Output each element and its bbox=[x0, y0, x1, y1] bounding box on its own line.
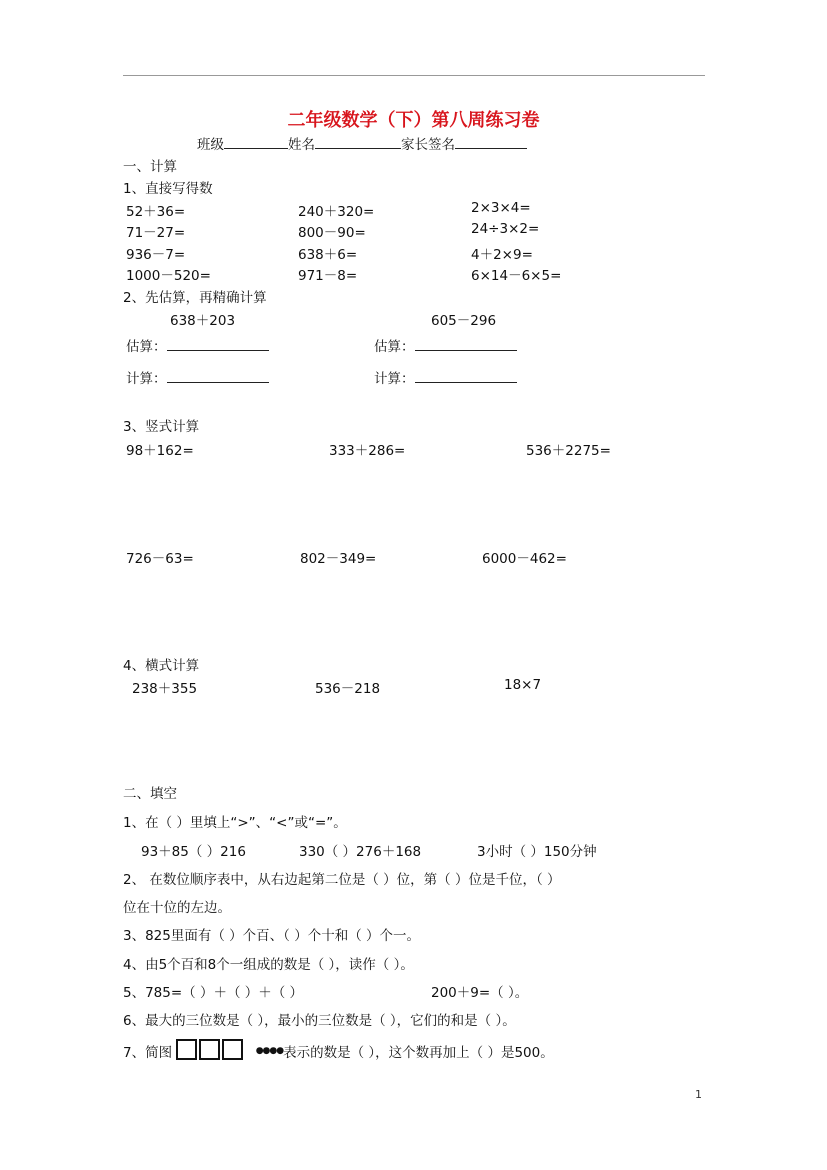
estimate-row-2 bbox=[374, 335, 517, 355]
fill-q5a: 5、785=（ ）＋（ ）＋（ ） bbox=[123, 985, 304, 1001]
q1-col3-item: 24÷3×2= bbox=[471, 221, 540, 237]
fill-q1: 1、在（ ）里填上“>”、“<”或“=”。 bbox=[123, 815, 347, 831]
place-value-box-hundreds bbox=[176, 1039, 197, 1060]
calc-row-1 bbox=[126, 367, 269, 387]
fill-q1-item: 330（ ）276＋168 bbox=[299, 844, 422, 860]
estimate-label: 估算： bbox=[374, 339, 415, 355]
calc-blank[interactable] bbox=[167, 368, 269, 383]
q1-col3-item: 2×3×4= bbox=[471, 200, 531, 216]
fill-q4: 4、由5个百和8个一组成的数是（ ），读作（ ）。 bbox=[123, 957, 414, 973]
fill-q2-line1: 2、 在数位顺序表中，从右边起第二位是（ ）位，第（ ）位是千位，（ ） bbox=[123, 872, 561, 888]
q1-col3-item: 6×14－6×5= bbox=[471, 268, 562, 284]
q3-item: 726－63= bbox=[126, 551, 194, 567]
estimate-blank[interactable] bbox=[167, 336, 269, 351]
page-number: 1 bbox=[695, 1088, 702, 1101]
fill-q7 bbox=[123, 1039, 554, 1061]
q4-item: 238＋355 bbox=[132, 681, 198, 697]
calc-blank[interactable] bbox=[415, 368, 517, 383]
q1-col1-item: 52＋36= bbox=[126, 204, 186, 220]
q3-item: 333＋286= bbox=[329, 443, 406, 459]
estimate-row-1 bbox=[126, 335, 269, 355]
parent-sign-label: 家长签名 bbox=[401, 137, 455, 153]
bead-dots: ●●●● bbox=[255, 1046, 284, 1056]
class-blank[interactable] bbox=[224, 134, 288, 149]
place-value-box-tens bbox=[199, 1039, 220, 1060]
name-label: 姓名 bbox=[288, 137, 315, 153]
q1-col2-item: 638＋6= bbox=[298, 247, 358, 263]
q1-col2-item: 240＋320= bbox=[298, 204, 375, 220]
section1-heading: 一、计算 bbox=[123, 159, 177, 175]
q4-item: 18×7 bbox=[504, 677, 542, 693]
q3-item: 536＋2275= bbox=[526, 443, 611, 459]
header-fields bbox=[197, 133, 527, 153]
q2-expr-2: 605－296 bbox=[431, 313, 497, 329]
fill-q1-item: 93＋85（ ）216 bbox=[141, 844, 246, 860]
q1-heading: 1、直接写得数 bbox=[123, 181, 213, 197]
class-label: 班级 bbox=[197, 137, 224, 153]
q3-item: 802－349= bbox=[300, 551, 377, 567]
name-blank[interactable] bbox=[315, 134, 401, 149]
q3-item: 98＋162= bbox=[126, 443, 194, 459]
calc-label: 计算： bbox=[374, 371, 415, 387]
calc-label: 计算： bbox=[126, 371, 167, 387]
fill-q3: 3、825里面有（ ）个百、（ ）个十和（ ）个一。 bbox=[123, 928, 420, 944]
q3-heading: 3、竖式计算 bbox=[123, 419, 200, 435]
worksheet-title: 二年级数学（下）第八周练习卷 bbox=[287, 110, 540, 131]
place-value-box-ones bbox=[222, 1039, 243, 1060]
section2-heading: 二、填空 bbox=[123, 786, 177, 802]
fill-q6: 6、最大的三位数是（ ），最小的三位数是（ ），它们的和是（ ）。 bbox=[123, 1013, 516, 1029]
q2-expr-1: 638＋203 bbox=[170, 313, 236, 329]
q1-col2-item: 800－90= bbox=[298, 225, 366, 241]
estimate-blank[interactable] bbox=[415, 336, 517, 351]
header-rule bbox=[123, 75, 705, 76]
fill-q7-suffix: 表示的数是（ ），这个数再加上（ ）是500。 bbox=[283, 1045, 554, 1061]
q1-col3-item: 4＋2×9= bbox=[471, 247, 533, 263]
parent-sign-blank[interactable] bbox=[455, 134, 527, 149]
q1-col1-item: 936－7= bbox=[126, 247, 186, 263]
q1-col1-item: 71－27= bbox=[126, 225, 186, 241]
q1-col1-item: 1000－520= bbox=[126, 268, 211, 284]
q3-item: 6000－462= bbox=[482, 551, 567, 567]
fill-q1-item: 3小时（ ）150分钟 bbox=[477, 844, 597, 860]
fill-q7-prefix: 7、简图 bbox=[123, 1045, 173, 1061]
q4-heading: 4、横式计算 bbox=[123, 658, 200, 674]
q4-item: 536－218 bbox=[315, 681, 381, 697]
q1-col2-item: 971－8= bbox=[298, 268, 358, 284]
q2-heading: 2、先估算，再精确计算 bbox=[123, 290, 267, 306]
fill-q5b: 200＋9=（ ）。 bbox=[431, 985, 529, 1001]
calc-row-2 bbox=[374, 367, 517, 387]
estimate-label: 估算： bbox=[126, 339, 167, 355]
fill-q2-line2: 位在十位的左边。 bbox=[123, 900, 231, 916]
